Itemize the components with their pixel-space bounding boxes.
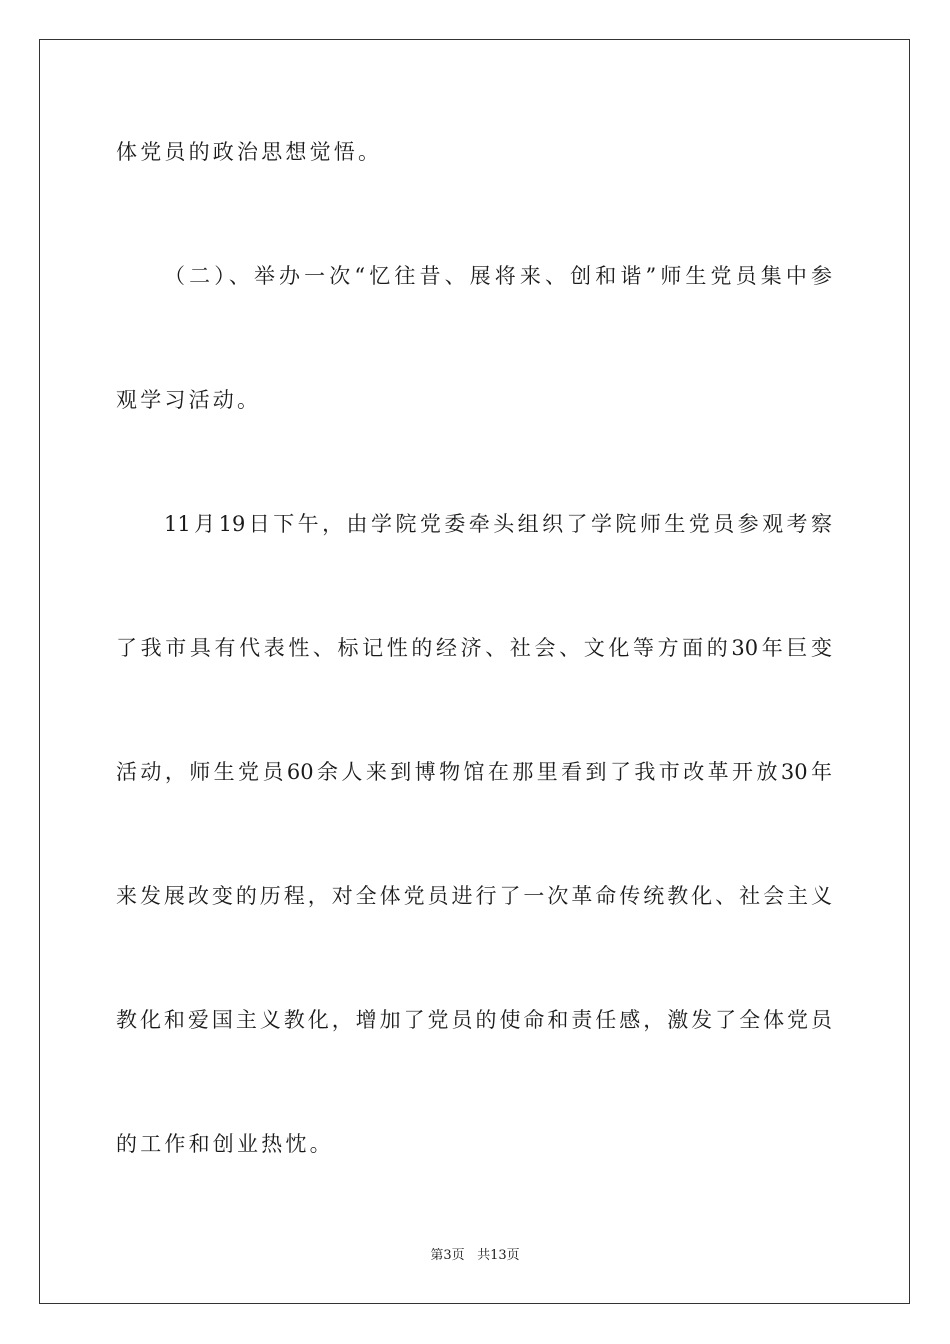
paragraph-line: 来发展改变的历程，对全体党员进行了一次革命传统教化、社会主义 (116, 884, 832, 908)
page-number: 第3页 (430, 1248, 465, 1263)
paragraph-line: 观学习活动。 (116, 388, 262, 412)
page-footer (0, 1247, 950, 1265)
page-frame (39, 39, 910, 1304)
page-total: 共13页 (477, 1248, 520, 1263)
paragraph-line: 教化和爱国主义教化，增加了党员的使命和责任感，激发了全体党员 (116, 1008, 832, 1032)
paragraph-line: （二）、举办一次“忆往昔、展将来、创和谐”师生党员集中参 (164, 264, 832, 288)
paragraph-line: 体党员的政治思想觉悟。 (116, 140, 383, 164)
paragraph-line: 的工作和创业热忱。 (116, 1132, 334, 1156)
paragraph-line: 11月19日下午，由学院党委牵头组织了学院师生党员参观考察 (164, 512, 832, 536)
paragraph-line: 了我市具有代表性、标记性的经济、社会、文化等方面的30年巨变 (116, 636, 832, 660)
paragraph-line: 活动，师生党员60余人来到博物馆在那里看到了我市改革开放30年 (116, 760, 832, 784)
